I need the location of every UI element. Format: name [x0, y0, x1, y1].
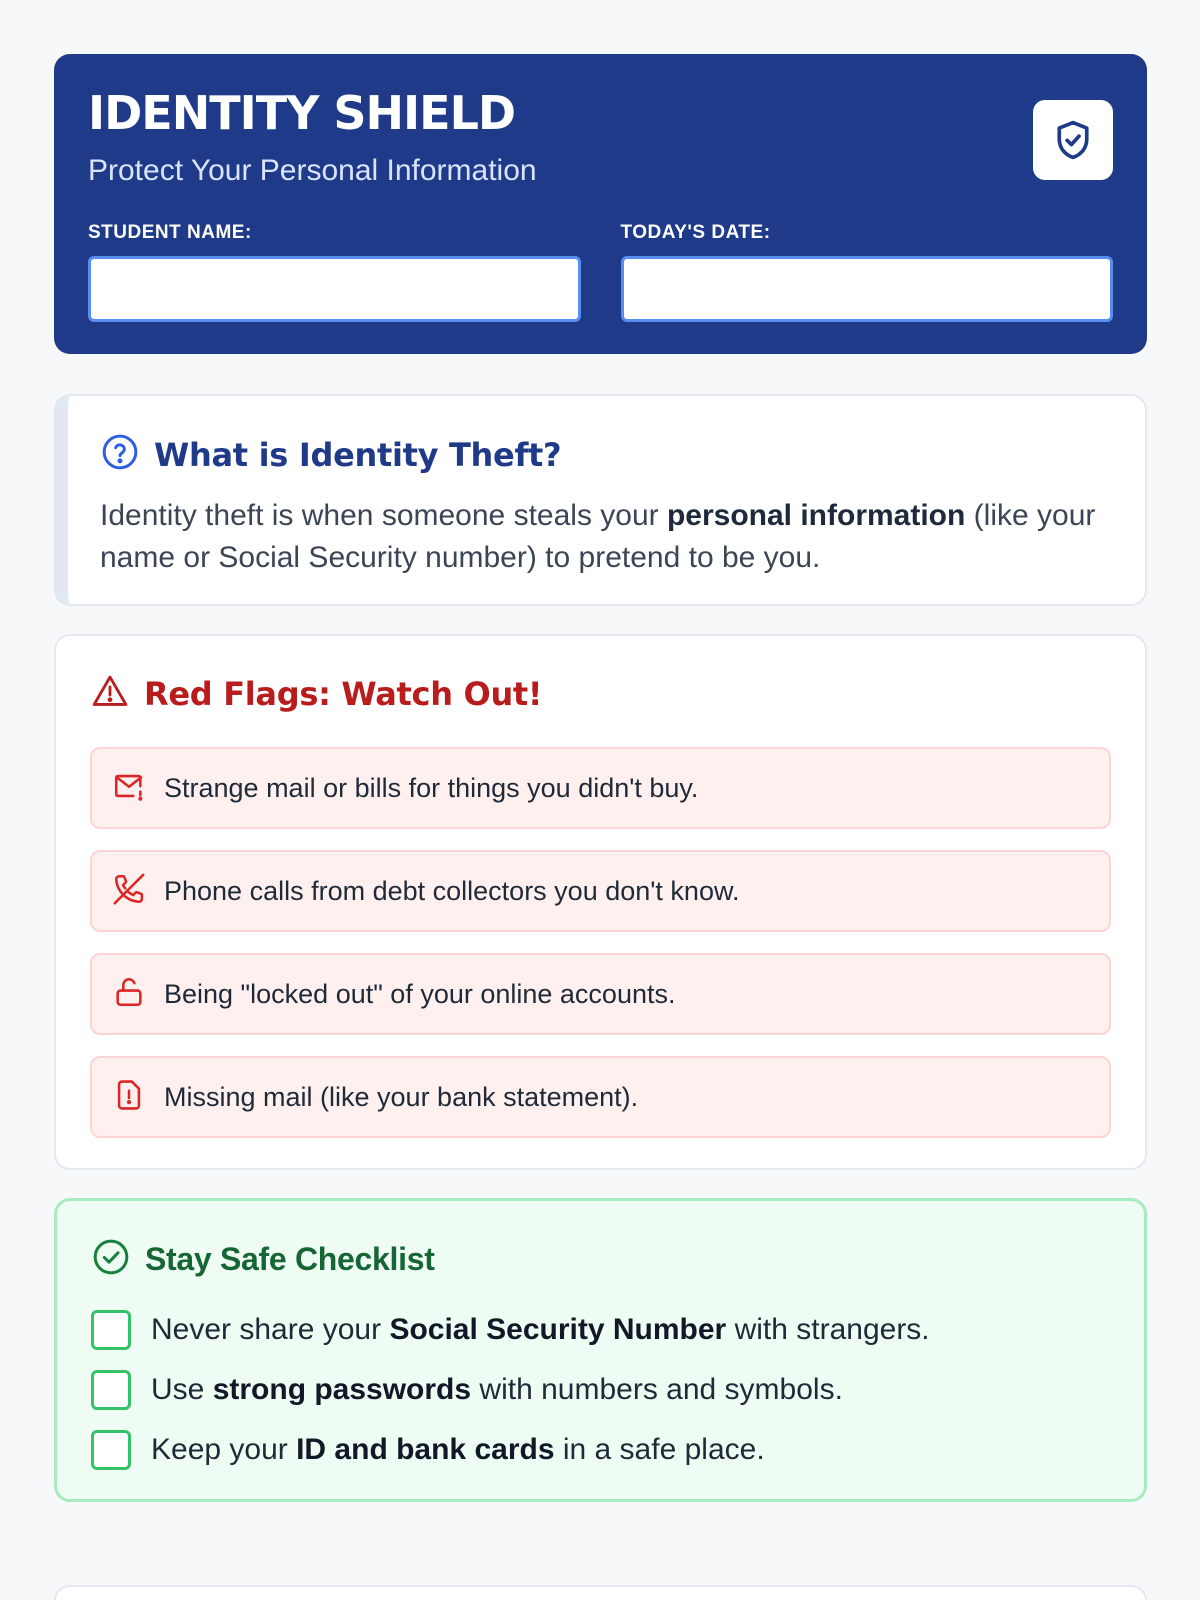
unlock-icon [112, 975, 146, 1014]
student-name-label: STUDENT NAME: [88, 222, 252, 243]
app-subtitle: Protect Your Personal Information [88, 154, 537, 187]
date-label: TODAY'S DATE: [620, 222, 771, 243]
description-bold: personal information [666, 499, 966, 532]
mail-alert-icon [112, 769, 146, 808]
checklist-text-start: Keep your [151, 1433, 297, 1466]
checklist-item[interactable] [91, 1300, 1110, 1360]
date-group [621, 222, 1114, 322]
checklist-item[interactable] [91, 1420, 1110, 1480]
red-flags-title: Red Flags: Watch Out! [144, 674, 543, 713]
identity-theft-title: What is Identity Theft? [154, 435, 562, 474]
phone-off-icon [112, 872, 146, 911]
description-text-end: (like your name or Social Security number) to pretend to be you. [100, 499, 1096, 574]
next-section-card [54, 1585, 1147, 1600]
checklist-title: Stay Safe Checklist [145, 1241, 435, 1277]
list-item [90, 953, 1111, 1035]
identity-theft-heading [100, 432, 1113, 477]
checklist-text [151, 1313, 930, 1347]
student-name-input[interactable] [88, 256, 581, 322]
checklist-items [91, 1300, 1110, 1480]
question-circle-icon [100, 432, 140, 477]
header-fields [88, 222, 1113, 322]
list-item [90, 747, 1111, 829]
red-flags-heading [90, 672, 1111, 715]
checklist-text-start: Never share your [151, 1313, 390, 1346]
checklist-text-bold: strong passwords [212, 1373, 472, 1406]
checklist-text-start: Use [151, 1373, 213, 1406]
checklist-text [151, 1373, 843, 1407]
checklist-text-end: with numbers and symbols. [471, 1373, 843, 1406]
check-circle-icon [91, 1237, 131, 1282]
warning-triangle-icon [90, 672, 130, 715]
app-title: IDENTITY SHIELD [88, 86, 516, 140]
checkbox[interactable] [91, 1430, 131, 1470]
date-input[interactable] [621, 256, 1114, 322]
checklist-text-bold: Social Security Number [389, 1313, 727, 1346]
list-item [90, 1056, 1111, 1138]
identity-theft-description [100, 495, 1113, 579]
checklist-heading [91, 1237, 1110, 1282]
red-flags-card [54, 634, 1147, 1170]
checkbox[interactable] [91, 1310, 131, 1350]
flag-text: Missing mail (like your bank statement). [164, 1081, 639, 1112]
stay-safe-checklist-card [54, 1198, 1147, 1502]
identity-theft-card [54, 394, 1147, 606]
list-item [90, 850, 1111, 932]
checklist-text-bold: ID and bank cards [296, 1433, 555, 1466]
checklist-item[interactable] [91, 1360, 1110, 1420]
flag-text: Phone calls from debt collectors you don't know. [164, 875, 740, 906]
red-flags-list [90, 747, 1111, 1138]
description-text: Identity theft is when someone steals your [100, 499, 667, 532]
checklist-text-end: with strangers. [726, 1313, 930, 1346]
student-name-group [88, 222, 581, 322]
file-alert-icon [112, 1078, 146, 1117]
shield-check-icon [1033, 100, 1113, 180]
flag-text: Strange mail or bills for things you didn't buy. [164, 772, 699, 803]
checklist-text [151, 1433, 765, 1467]
checklist-text-end: in a safe place. [554, 1433, 765, 1466]
flag-text: Being "locked out" of your online accounts. [164, 978, 676, 1009]
header-banner [54, 54, 1147, 354]
checkbox[interactable] [91, 1370, 131, 1410]
